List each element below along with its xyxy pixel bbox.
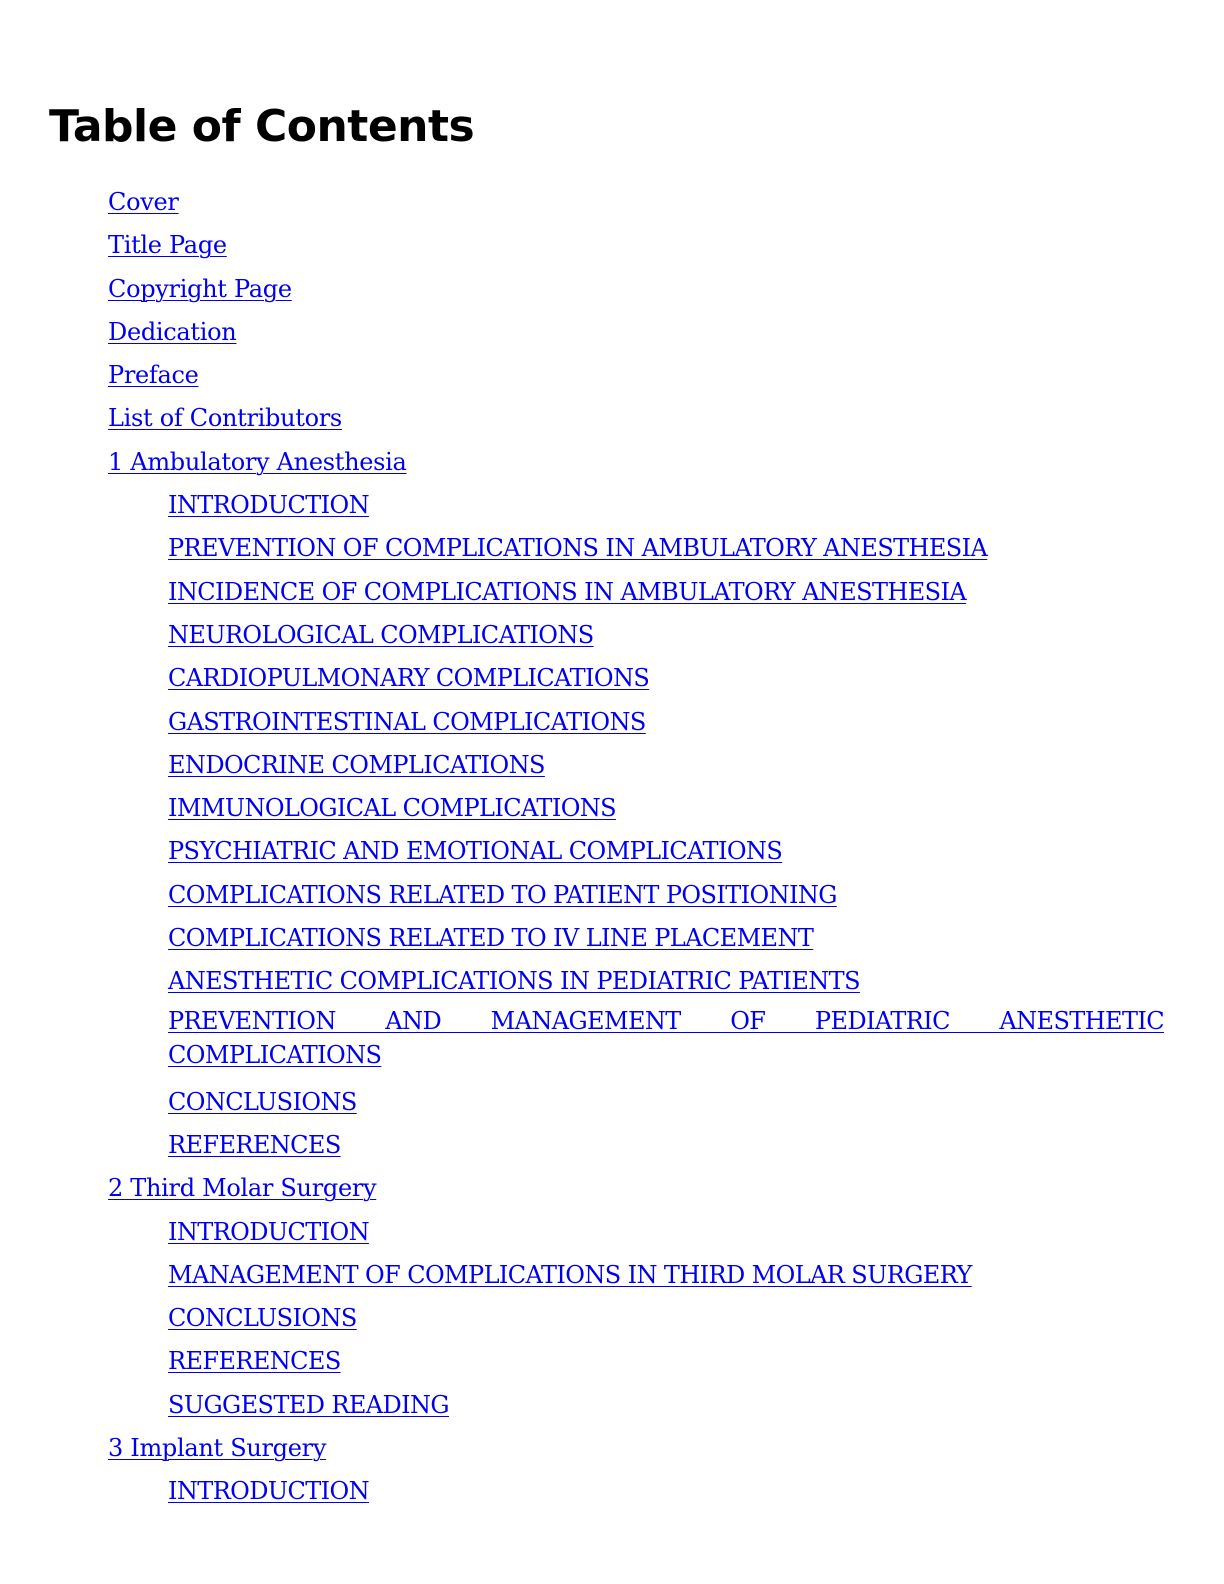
- toc-section: [0, 787, 1224, 830]
- toc-link-section[interactable]: ENDOCRINE COMPLICATIONS: [168, 750, 545, 779]
- toc-link-section[interactable]: PREVENTION OF COMPLICATIONS IN AMBULATORY ANESTHESIA: [168, 534, 988, 563]
- toc-link-section[interactable]: INCIDENCE OF COMPLICATIONS IN AMBULATORY ANESTHESIA: [168, 577, 967, 606]
- table-of-contents: [0, 181, 1224, 1514]
- toc-section: [0, 484, 1224, 527]
- toc-link-section[interactable]: GASTROINTESTINAL COMPLICATIONS: [168, 707, 646, 736]
- toc-item-cover: [0, 181, 1224, 224]
- toc-link-section[interactable]: CARDIOPULMONARY COMPLICATIONS: [168, 664, 650, 693]
- toc-link-section[interactable]: MANAGEMENT OF COMPLICATIONS IN THIRD MOLAR SURGERY: [168, 1260, 972, 1289]
- toc-link-section[interactable]: COMPLICATIONS RELATED TO IV LINE PLACEMENT: [168, 924, 814, 953]
- toc-section: [0, 1470, 1224, 1513]
- toc-item-title-page: [0, 224, 1224, 267]
- toc-section: [0, 1254, 1224, 1297]
- toc-link-chapter-3[interactable]: 3 Implant Surgery: [108, 1434, 327, 1463]
- toc-section: [0, 1004, 1164, 1072]
- toc-section: [0, 1384, 1224, 1427]
- toc-item-contributors: [0, 397, 1224, 440]
- toc-section: [0, 1211, 1224, 1254]
- toc-link-cover[interactable]: Cover: [108, 188, 179, 216]
- toc-link-title-page[interactable]: Title Page: [108, 231, 227, 260]
- toc-link-section[interactable]: INTRODUCTION: [168, 1477, 370, 1506]
- toc-link-section[interactable]: INTRODUCTION: [168, 1217, 370, 1246]
- toc-link-section[interactable]: PSYCHIATRIC AND EMOTIONAL COMPLICATIONS: [168, 837, 783, 866]
- toc-link-section[interactable]: IMMUNOLOGICAL COMPLICATIONS: [168, 794, 617, 823]
- toc-link-section[interactable]: ANESTHETIC COMPLICATIONS IN PEDIATRIC PATIENTS: [168, 967, 860, 996]
- toc-item-dedication: [0, 311, 1224, 354]
- page-title: Table of Contents: [49, 101, 475, 152]
- toc-section: [0, 1124, 1224, 1167]
- toc-section: [0, 1297, 1224, 1340]
- toc-section: [0, 614, 1224, 657]
- toc-section: [0, 527, 1224, 570]
- toc-link-chapter-2[interactable]: 2 Third Molar Surgery: [108, 1174, 377, 1203]
- toc-section: [0, 917, 1224, 960]
- toc-section: [0, 744, 1224, 787]
- toc-link-section[interactable]: SUGGESTED READING: [168, 1390, 449, 1419]
- toc-section: [0, 874, 1224, 917]
- toc-chapter-3: [0, 1427, 1224, 1470]
- toc-link-section[interactable]: REFERENCES: [168, 1130, 341, 1159]
- toc-link-section[interactable]: CONCLUSIONS: [168, 1304, 357, 1333]
- toc-chapter-2: [0, 1167, 1224, 1210]
- toc-link-copyright-page[interactable]: Copyright Page: [108, 274, 292, 303]
- toc-section: [0, 830, 1224, 873]
- toc-item-copyright-page: [0, 268, 1224, 311]
- toc-link-chapter-1[interactable]: 1 Ambulatory Anesthesia: [108, 447, 407, 476]
- toc-link-section[interactable]: PREVENTION AND MANAGEMENT OF PEDIATRIC ANESTHETIC COMPLICATIONS: [168, 1006, 1164, 1069]
- toc-section: [0, 960, 1224, 1003]
- toc-link-section[interactable]: COMPLICATIONS RELATED TO PATIENT POSITIONING: [168, 880, 837, 909]
- toc-link-section[interactable]: CONCLUSIONS: [168, 1087, 357, 1116]
- toc-section: [0, 571, 1224, 614]
- toc-section: [0, 701, 1224, 744]
- toc-link-section[interactable]: REFERENCES: [168, 1347, 341, 1376]
- toc-chapter-1: [0, 441, 1224, 484]
- toc-section: [0, 657, 1224, 700]
- toc-link-preface[interactable]: Preface: [108, 361, 199, 390]
- toc-link-section[interactable]: NEUROLOGICAL COMPLICATIONS: [168, 620, 594, 649]
- toc-section: [0, 1340, 1224, 1383]
- toc-link-dedication[interactable]: Dedication: [108, 317, 237, 346]
- toc-link-contributors[interactable]: List of Contributors: [108, 404, 342, 433]
- toc-link-section[interactable]: INTRODUCTION: [168, 491, 370, 520]
- toc-section: [0, 1081, 1224, 1124]
- toc-item-preface: [0, 354, 1224, 397]
